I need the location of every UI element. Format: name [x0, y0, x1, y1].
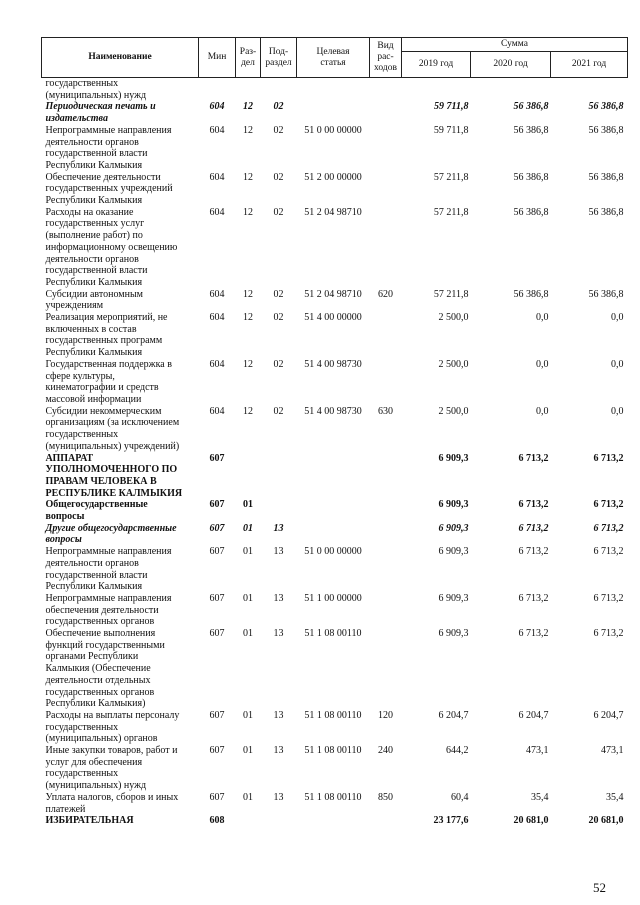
table-row	[42, 406, 628, 453]
table-body	[42, 78, 628, 828]
header-podrazdel: Под- раздел	[261, 38, 297, 78]
table-row	[42, 710, 628, 745]
row-2019-cell: 6 204,7	[438, 709, 469, 721]
header-sum: Сумма	[402, 38, 628, 52]
row-2020-cell: 6 713,2	[518, 546, 549, 558]
row-2020-cell: 6 204,7	[518, 709, 549, 721]
row-2019-cell: 2 500,0	[438, 312, 469, 324]
table-row	[42, 815, 628, 827]
row-name-cell: Непрограммные направления обеспечения деятельности государственных органов	[45, 592, 172, 628]
row-podrazdel-cell: 02	[273, 124, 284, 136]
row-vid-cell	[370, 312, 402, 359]
row-min-cell: 607	[209, 452, 225, 464]
row-2019-cell: 23 177,6	[433, 815, 469, 827]
row-podrazdel-cell: 13	[273, 709, 284, 721]
table-row	[42, 745, 628, 792]
row-2021-cell: 6 713,2	[593, 452, 624, 464]
row-podrazdel-cell: 02	[273, 171, 284, 183]
row-2021-cell: 56 386,8	[588, 206, 624, 218]
row-min-cell: 608	[209, 815, 225, 827]
row-vid-cell	[370, 628, 402, 710]
row-2020-cell: 56 386,8	[513, 101, 549, 113]
row-vid-cell: 120	[378, 709, 393, 721]
row-razdel-cell: 01	[243, 522, 253, 534]
row-2020-cell: 6 713,2	[518, 628, 549, 640]
header-razdel: Раз- дел	[236, 38, 261, 78]
row-vid-cell	[370, 815, 402, 827]
row-min-cell: 604	[209, 124, 225, 136]
row-vid-cell	[370, 359, 402, 406]
row-vid-cell: 240	[378, 745, 393, 757]
row-razdel-cell: 12	[243, 358, 253, 370]
row-2021-cell: 6 713,2	[593, 592, 624, 604]
row-razdel-cell	[236, 453, 261, 500]
row-2020-cell: 56 386,8	[513, 206, 549, 218]
row-min-cell: 604	[209, 405, 225, 417]
row-2021-cell: 56 386,8	[588, 288, 624, 300]
row-razdel-cell: 01	[243, 499, 253, 511]
row-2021-cell: 6 713,2	[593, 546, 624, 558]
row-vid-cell	[370, 546, 402, 593]
table-row	[42, 593, 628, 628]
row-podrazdel-cell	[261, 78, 297, 102]
budget-table	[41, 37, 628, 827]
row-vid-cell	[370, 125, 402, 172]
row-razdel-cell: 01	[243, 592, 253, 604]
row-2019-cell: 57 211,8	[433, 206, 469, 218]
row-target-cell: 51 4 00 98730	[304, 405, 362, 417]
row-razdel-cell: 12	[243, 206, 253, 218]
row-2020-cell: 20 681,0	[513, 815, 549, 827]
row-vid-cell: 620	[378, 288, 393, 300]
row-podrazdel-cell: 02	[273, 312, 284, 324]
row-name-cell: Расходы на выплаты персоналу государственных (муниципальных) органов	[45, 709, 180, 745]
table-row	[42, 125, 628, 172]
row-2021-cell: 6 713,2	[593, 499, 624, 511]
row-2019-cell: 60,4	[451, 791, 469, 803]
row-2019-cell: 2 500,0	[438, 405, 469, 417]
row-name-cell: Иные закупки товаров, работ и услуг для обеспечения государственных (муниципальных) нужд	[45, 745, 178, 792]
row-razdel-cell: 12	[243, 405, 253, 417]
table-row	[42, 546, 628, 593]
table-row	[42, 499, 628, 522]
row-2021-cell: 0,0	[611, 312, 624, 324]
row-2019-cell: 644,2	[446, 745, 469, 757]
header-target: Целевая статья	[297, 38, 370, 78]
row-min-cell: 604	[209, 358, 225, 370]
table-row	[42, 78, 628, 102]
row-target-cell: 51 1 08 00110	[304, 709, 362, 721]
row-2020-cell: 6 713,2	[518, 522, 549, 534]
row-target-cell: 51 1 08 00110	[304, 791, 362, 803]
row-vid-cell: 850	[378, 791, 393, 803]
row-target-cell: 51 2 04 98710	[304, 288, 362, 300]
row-min-cell: 607	[209, 592, 225, 604]
row-2020-cell: 56 386,8	[513, 288, 549, 300]
page-number: 52	[593, 880, 606, 895]
row-2019-cell: 6 909,3	[438, 546, 469, 558]
row-2021-cell: 56 386,8	[588, 101, 624, 113]
row-target-cell: 51 0 00 00000	[304, 546, 362, 558]
row-razdel-cell: 01	[243, 745, 253, 757]
row-2020-cell: 6 713,2	[518, 452, 549, 464]
row-2021-cell	[551, 78, 628, 102]
row-razdel-cell: 12	[243, 171, 253, 183]
row-2019-cell: 57 211,8	[433, 171, 469, 183]
row-name-cell: Государственная поддержка в сфере культуры, кинематографии и средств массовой информации	[45, 358, 172, 405]
row-target-cell: 51 2 00 00000	[304, 171, 362, 183]
row-podrazdel-cell: 13	[273, 628, 284, 640]
row-2019-cell: 6 909,3	[438, 592, 469, 604]
row-2021-cell: 473,1	[601, 745, 624, 757]
row-2020-cell: 0,0	[536, 312, 549, 324]
table-row	[42, 289, 628, 312]
row-name-cell: Непрограммные направления деятельности органов государственной власти Республики Калмыкия	[45, 124, 172, 171]
row-min-cell: 607	[209, 791, 225, 803]
row-2021-cell: 35,4	[606, 791, 624, 803]
row-vid-cell	[370, 78, 402, 102]
row-vid-cell: 630	[378, 405, 393, 417]
row-2020-cell: 0,0	[536, 405, 549, 417]
row-2019-cell: 59 711,8	[433, 124, 469, 136]
row-target-cell	[297, 815, 370, 827]
row-name-cell: Непрограммные направления деятельности органов государственной власти Республики Калмыкия	[45, 546, 172, 593]
row-target-cell: 51 1 08 00110	[304, 745, 362, 757]
table-row	[42, 172, 628, 207]
row-min-cell: 607	[209, 522, 225, 534]
row-name-cell: Обеспечение деятельности государственных учреждений Республики Калмыкия	[45, 171, 173, 207]
row-vid-cell	[370, 172, 402, 207]
row-vid-cell	[370, 593, 402, 628]
row-2020-cell: 0,0	[536, 358, 549, 370]
row-name-cell: Субсидии автономным учреждениям	[45, 288, 143, 312]
row-razdel-cell: 01	[243, 791, 253, 803]
header-2021: 2021 год	[551, 52, 628, 78]
row-2019-cell	[402, 78, 471, 102]
row-razdel-cell	[236, 78, 261, 102]
row-2021-cell: 0,0	[611, 405, 624, 417]
table-row	[42, 359, 628, 406]
row-2021-cell: 20 681,0	[588, 815, 624, 827]
table-row	[42, 101, 628, 124]
row-2020-cell: 6 713,2	[518, 592, 549, 604]
row-podrazdel-cell	[261, 453, 297, 500]
row-2021-cell: 6 713,2	[593, 522, 624, 534]
row-razdel-cell: 01	[243, 546, 253, 558]
row-podrazdel-cell: 02	[273, 288, 284, 300]
row-name-cell: АППАРАТ УПОЛНОМОЧЕННОГО ПО ПРАВАМ ЧЕЛОВЕКА В РЕСПУБЛИКЕ КАЛМЫКИЯ	[45, 452, 183, 499]
row-2020-cell: 473,1	[526, 745, 549, 757]
row-vid-cell	[370, 453, 402, 500]
row-2019-cell: 2 500,0	[438, 358, 469, 370]
row-min-cell	[199, 78, 236, 102]
row-2021-cell: 56 386,8	[588, 171, 624, 183]
table-row	[42, 207, 628, 289]
row-min-cell: 604	[209, 206, 225, 218]
row-min-cell: 607	[209, 745, 225, 757]
row-2020-cell: 6 713,2	[518, 499, 549, 511]
row-target-cell	[297, 499, 370, 522]
row-target-cell	[297, 78, 370, 102]
table-row	[42, 792, 628, 815]
row-name-cell: Расходы на оказание государственных услуг (выполнение работ) по информационному освещению деятельности органов государственной власти Республики Калмыкия	[45, 206, 178, 288]
row-podrazdel-cell: 02	[273, 358, 284, 370]
row-2019-cell: 57 211,8	[433, 288, 469, 300]
row-podrazdel-cell	[261, 499, 297, 522]
row-razdel-cell: 12	[243, 312, 253, 324]
row-target-cell	[297, 453, 370, 500]
row-name-cell: Другие общегосударственные вопросы	[45, 522, 177, 546]
row-min-cell: 604	[209, 312, 225, 324]
header-name: Наименование	[42, 38, 199, 78]
row-target-cell: 51 1 00 00000	[304, 592, 362, 604]
row-2020-cell: 35,4	[531, 791, 549, 803]
row-target-cell	[297, 523, 370, 546]
row-vid-cell	[370, 499, 402, 522]
row-podrazdel-cell: 13	[273, 522, 284, 534]
row-min-cell: 607	[209, 499, 225, 511]
row-2020-cell: 56 386,8	[513, 124, 549, 136]
row-min-cell: 604	[209, 288, 225, 300]
row-razdel-cell: 12	[243, 288, 253, 300]
row-name-cell: Уплата налогов, сборов и иных платежей	[45, 791, 179, 815]
row-podrazdel-cell	[261, 815, 297, 827]
row-name-cell: Субсидии некоммерческим организациям (за исключением государственных (муниципальных) учреждений)	[45, 405, 180, 452]
row-2021-cell: 0,0	[611, 358, 624, 370]
row-2019-cell: 6 909,3	[438, 499, 469, 511]
row-min-cell: 607	[209, 628, 225, 640]
row-vid-cell	[370, 207, 402, 289]
row-podrazdel-cell: 13	[273, 791, 284, 803]
row-min-cell: 607	[209, 546, 225, 558]
row-razdel-cell: 01	[243, 628, 253, 640]
row-min-cell: 607	[209, 709, 225, 721]
row-name-cell: Реализация мероприятий, не включенных в состав государственных программ Республики Калмыкия	[45, 312, 168, 359]
row-podrazdel-cell: 13	[273, 745, 284, 757]
row-target-cell: 51 2 04 98710	[304, 206, 362, 218]
header-2019: 2019 год	[402, 52, 471, 78]
header-2020: 2020 год	[471, 52, 551, 78]
row-min-cell: 604	[209, 171, 225, 183]
row-razdel-cell: 01	[243, 709, 253, 721]
row-target-cell	[297, 101, 370, 124]
row-vid-cell	[370, 523, 402, 546]
row-razdel-cell: 12	[243, 101, 253, 113]
row-podrazdel-cell: 13	[273, 546, 284, 558]
table-row	[42, 628, 628, 710]
row-podrazdel-cell: 13	[273, 592, 284, 604]
header-vid: Вид рас- ходов	[370, 38, 402, 78]
row-2019-cell: 6 909,3	[438, 628, 469, 640]
row-2021-cell: 6 713,2	[593, 628, 624, 640]
row-podrazdel-cell: 02	[273, 405, 284, 417]
table-row	[42, 312, 628, 359]
row-razdel-cell: 12	[243, 124, 253, 136]
row-name-cell: государственных (муниципальных) нужд	[45, 78, 147, 101]
row-podrazdel-cell: 02	[273, 101, 284, 113]
row-razdel-cell	[236, 815, 261, 827]
row-name-cell: ИЗБИРАТЕЛЬНАЯ	[45, 815, 134, 827]
row-2019-cell: 59 711,8	[434, 101, 469, 113]
row-2021-cell: 56 386,8	[588, 124, 624, 136]
row-vid-cell	[370, 101, 402, 124]
table-row	[42, 523, 628, 546]
row-name-cell: Обеспечение выполнения функций государственными органами Республики Калмыкия (Обеспечение деятельности отдельных государственных органов Республики Калмыкия)	[45, 628, 165, 710]
row-2021-cell: 6 204,7	[593, 709, 624, 721]
row-name-cell: Периодическая печать и издательства	[45, 101, 156, 125]
header-min: Мин	[199, 38, 236, 78]
row-name-cell: Общегосударственные вопросы	[45, 499, 148, 523]
row-podrazdel-cell: 02	[273, 206, 284, 218]
row-2020-cell: 56 386,8	[513, 171, 549, 183]
row-2019-cell: 6 909,3	[438, 522, 469, 534]
table-row	[42, 453, 628, 500]
row-target-cell: 51 1 08 00110	[304, 628, 362, 640]
row-target-cell: 51 0 00 00000	[304, 124, 362, 136]
row-2019-cell: 6 909,3	[438, 452, 469, 464]
row-2020-cell	[471, 78, 551, 102]
row-target-cell: 51 4 00 00000	[304, 312, 362, 324]
row-target-cell: 51 4 00 98730	[304, 358, 362, 370]
row-min-cell: 604	[209, 101, 225, 113]
